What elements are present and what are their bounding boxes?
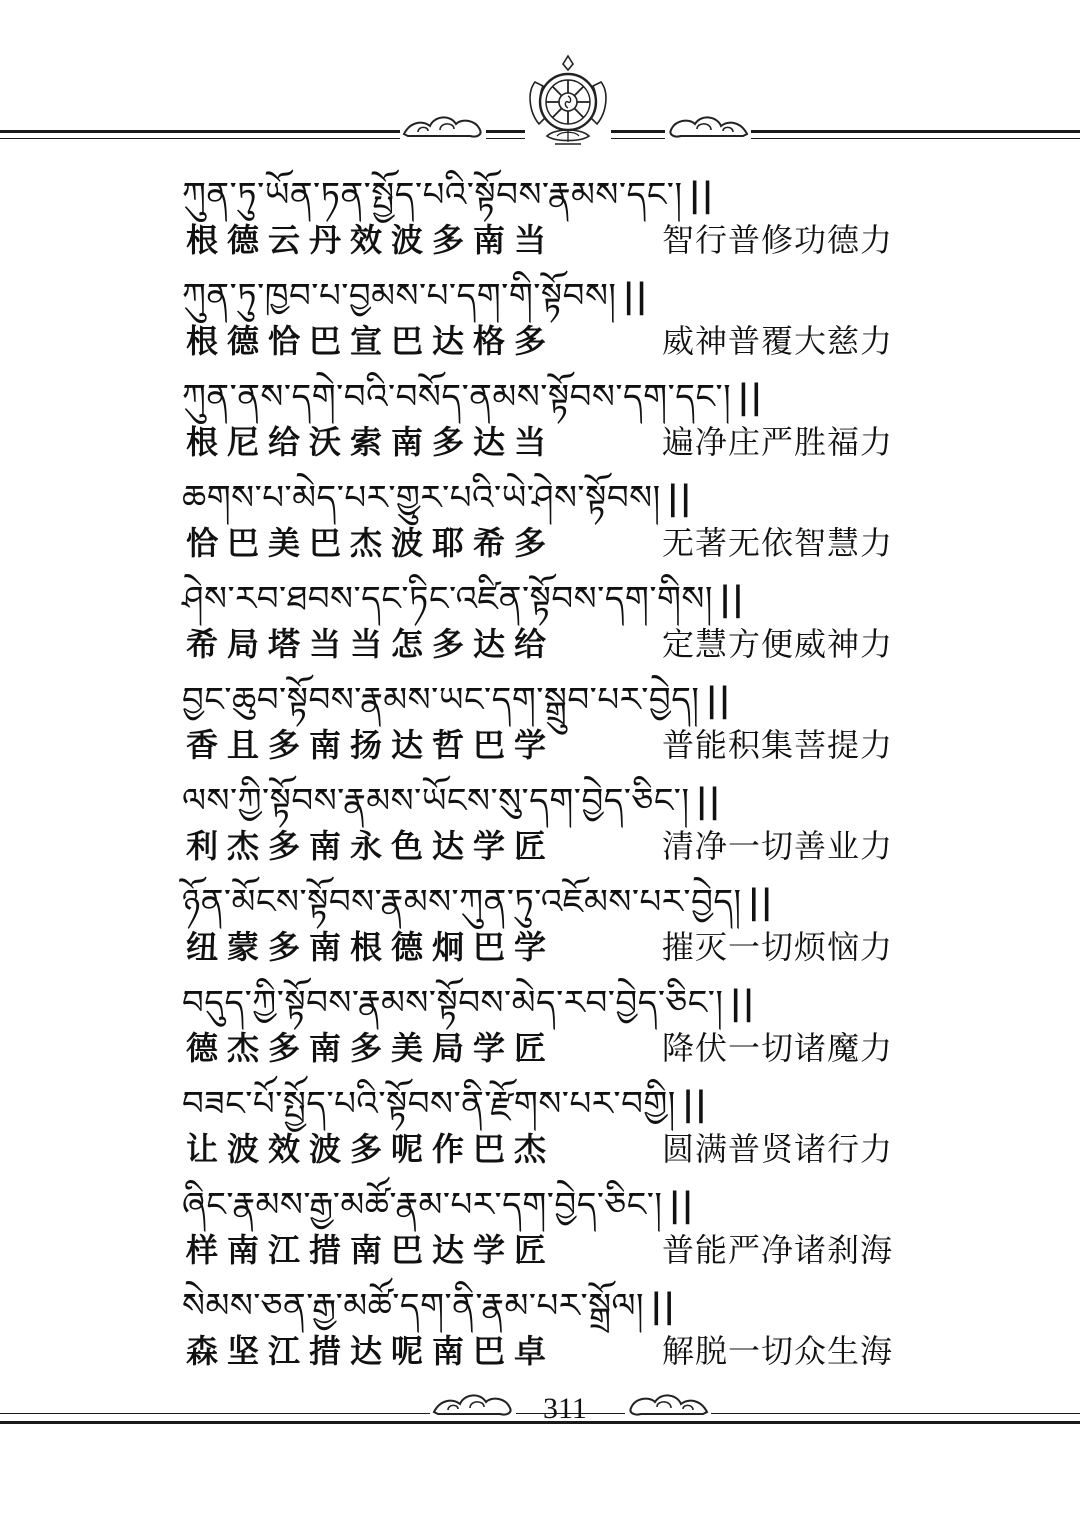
tibetan-line: བདུད་ཀྱི་སྟོབས་རྣམས་སྟོབས་མེད་རབ་བྱེད་ཅིང་། || [182, 983, 756, 1023]
verse [182, 1271, 902, 1473]
cloud-ornament-right-icon [625, 1390, 711, 1418]
tibetan-line: ལས་ཀྱི་སྟོབས་རྣམས་ཡོངས་སུ་དག་བྱེད་ཅིང་། || [182, 781, 722, 821]
transliteration-line: 样南江措南巴达学匠 [186, 1231, 556, 1269]
chinese-meaning-line: 清净一切善业力 [662, 827, 894, 865]
tibetan-line: ཞིང་རྣམས་རྒྱ་མཚོ་རྣམ་པར་དག་བྱེད་ཅིང་། || [182, 1185, 695, 1225]
chinese-meaning-line: 普能积集菩提力 [662, 726, 894, 764]
transliteration-line: 纽蒙多南根德炯巴学 [186, 928, 556, 966]
cloud-ornament-left-icon [430, 1390, 516, 1418]
transliteration-line: 香且多南扬达哲巴学 [186, 726, 556, 764]
tibetan-line: ཤེས་རབ་ཐབས་དང་ཏིང་འཛིན་སྟོབས་དག་གིས། || [182, 579, 745, 619]
transliteration-line: 让波效波多呢作巴杰 [186, 1130, 556, 1168]
transliteration-line: 希局塔当当怎多达给 [186, 625, 556, 663]
chinese-meaning-line: 威神普覆大慈力 [662, 322, 894, 360]
chinese-meaning-line: 无著无依智慧力 [662, 524, 894, 562]
tibetan-line: ཆགས་པ་མེད་པར་གྱུར་པའི་ཡེ་ཤེས་སྟོབས། || [182, 478, 693, 518]
chinese-meaning-line: 圆满普贤诸行力 [662, 1130, 894, 1168]
chinese-meaning-line: 降伏一切诸魔力 [662, 1029, 894, 1067]
transliteration-line: 德杰多南多美局学匠 [186, 1029, 556, 1067]
chinese-meaning-line: 普能严净诸刹海 [662, 1231, 894, 1269]
cloud-ornament-right-icon [665, 112, 751, 140]
transliteration-line: 森坚江措达呢南巴卓 [186, 1332, 556, 1370]
chinese-meaning-line: 智行普修功德力 [662, 221, 894, 259]
chinese-meaning-line: 摧灭一切烦恼力 [662, 928, 894, 966]
tibetan-line: ཀུན་ནས་དགེ་བའི་བསོད་ནམས་སྟོབས་དག་དང་། || [182, 377, 763, 417]
verse-list [182, 160, 902, 1370]
tibetan-line: ཀུན་ཏུ་ཡོན་ཏན་སྤྱོད་པའི་སྟོབས་རྣམས་དང་། || [182, 175, 715, 215]
transliteration-line: 根尼给沃索南多达当 [186, 423, 556, 461]
transliteration-line: 根德恰巴宣巴达格多 [186, 322, 556, 360]
chinese-meaning-line: 遍净庄严胜福力 [662, 423, 894, 461]
chinese-meaning-line: 解脱一切众生海 [662, 1332, 894, 1370]
tibetan-line: བྱང་ཆུབ་སྟོབས་རྣམས་ཡང་དག་སྒྲུབ་པར་བྱེད། || [182, 680, 732, 720]
transliteration-line: 利杰多南永色达学匠 [186, 827, 556, 865]
transliteration-line: 根德云丹效波多南当 [186, 221, 556, 259]
dharma-wheel-emblem-icon [525, 52, 611, 152]
tibetan-line: ཉོན་མོངས་སྟོབས་རྣམས་ཀུན་ཏུ་འཇོམས་པར་བྱེད། || [182, 882, 774, 922]
chinese-meaning-line: 定慧方便威神力 [662, 625, 894, 663]
transliteration-line: 恰巴美巴杰波耶希多 [186, 524, 556, 562]
tibetan-line: ཀུན་ཏུ་ཁྱབ་པ་བྱམས་པ་དག་གི་སྟོབས། || [182, 276, 649, 316]
tibetan-line: བཟང་པོ་སྤྱོད་པའི་སྟོབས་ནི་རྫོགས་པར་བགྱི། || [182, 1084, 708, 1124]
cloud-ornament-left-icon [400, 112, 486, 140]
page-number: 311 [543, 1392, 587, 1425]
tibetan-line: སེམས་ཅན་རྒྱ་མཚོ་དག་ནི་རྣམ་པར་སྒྲོལ། || [182, 1286, 676, 1326]
